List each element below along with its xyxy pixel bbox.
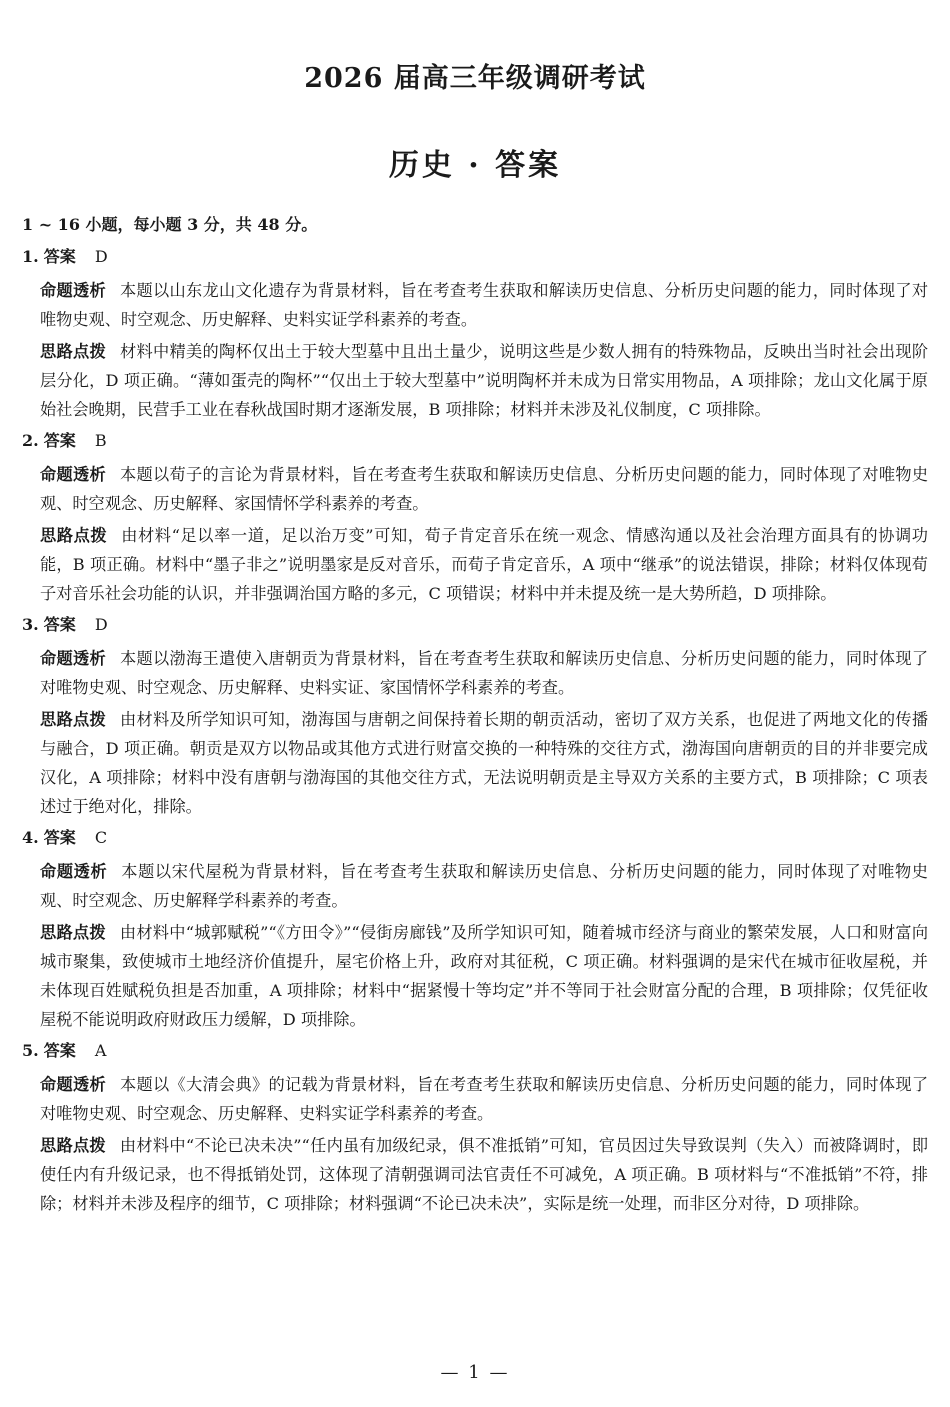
analysis-text: 本题以《大清会典》的记载为背景材料，旨在考查考生获取和解读历史信息、分析历史问题的能力，同时体现了对唯物史观、时空观念、历史解释、史料实证学科素养的考查。 bbox=[40, 1075, 929, 1123]
analysis-paragraph bbox=[40, 644, 928, 702]
answer-line bbox=[22, 825, 928, 851]
approach-text: 材料中精美的陶杯仅出土于较大型墓中且出土量少，说明这些是少数人拥有的特殊物品，反映出当时社会出现阶层分化，D 项正确。“薄如蛋壳的陶杯”“仅出土于较大型墓中”说明陶杯并未成为日常实用物品，A 项排除；龙山文化属于原始社会晚期，民营手工业在春秋战国时期才逐渐发展，B 项排除；材料并未涉及礼仪制度，C 项排除。 bbox=[40, 342, 929, 419]
question-item bbox=[22, 244, 928, 424]
analysis-label: 命题透析 bbox=[40, 862, 108, 881]
answer-line bbox=[22, 428, 928, 454]
answer-letter: B bbox=[94, 431, 107, 450]
answer-label: 答案 bbox=[43, 828, 76, 847]
approach-paragraph bbox=[40, 521, 928, 608]
answer-letter: C bbox=[94, 828, 108, 847]
answer-content bbox=[22, 212, 928, 1222]
exam-title: 2026 届高三年级调研考试 bbox=[304, 63, 646, 94]
analysis-paragraph bbox=[40, 857, 928, 915]
analysis-paragraph bbox=[40, 460, 928, 518]
approach-label: 思路点拨 bbox=[40, 710, 106, 729]
approach-text: 由材料中“不论已决未决”“任内虽有加级纪录，俱不准抵销”可知，官员因过失导致误判（失入）而被降调时，即使任内有升级记录，也不得抵销处罚，这体现了清朝强调司法官责任不可减免，A 项正确。B 项材料与“不准抵销”不符，排除；材料并未涉及程序的细节，C 项排除；材料强调“不论已决未决”，实际是统一处理，而非区分对待，D 项排除。 bbox=[40, 1136, 929, 1213]
approach-paragraph bbox=[40, 337, 928, 424]
question-item bbox=[22, 612, 928, 821]
answer-label: 答案 bbox=[43, 247, 76, 266]
approach-label: 思路点拨 bbox=[40, 526, 108, 545]
answer-line bbox=[22, 244, 928, 270]
question-item bbox=[22, 825, 928, 1034]
subject-title: 历史 · 答案 bbox=[388, 148, 562, 183]
analysis-text: 本题以宋代屋税为背景材料，旨在考查考生获取和解读历史信息、分析历史问题的能力，同时体现了对唯物史观、时空观念、历史解释学科素养的考查。 bbox=[40, 862, 928, 910]
analysis-label: 命题透析 bbox=[40, 465, 106, 484]
approach-text: 由材料及所学知识可知，渤海国与唐朝之间保持着长期的朝贡活动，密切了双方关系，也促进了两地文化的传播与融合，D 项正确。朝贡是双方以物品或其他方式进行财富交换的一种特殊的交往方式，渤海国向唐朝贡的目的并非要完成汉化，A 项排除；材料中没有唐朝与渤海国的其他交往方式，无法说明朝贡是主导双方关系的主要方式，B 项排除；C 项表述过于绝对化，排除。 bbox=[40, 710, 929, 816]
approach-paragraph bbox=[40, 1131, 928, 1218]
approach-paragraph bbox=[40, 918, 928, 1034]
question-item bbox=[22, 428, 928, 608]
question-list bbox=[22, 244, 928, 1218]
page-number: — 1 — bbox=[440, 1362, 510, 1383]
approach-text: 由材料“足以率一道，足以治万变”可知，荀子肯定音乐在统一观念、情感沟通以及社会治理方面具有的协调功能，B 项正确。材料中“墨子非之”说明墨家是反对音乐，而荀子肯定音乐，A 项中“继承”的说法错误，排除；材料仅体现荀子对音乐社会功能的认识，并非强调治国方略的多元，C 项错误；材料中并未提及统一是大势所趋，D 项排除。 bbox=[40, 526, 928, 603]
approach-label: 思路点拨 bbox=[40, 342, 106, 361]
analysis-text: 本题以渤海王遣使入唐朝贡为背景材料，旨在考查考生获取和解读历史信息、分析历史问题的能力，同时体现了对唯物史观、时空观念、历史解释、史料实证、家国情怀学科素养的考查。 bbox=[40, 649, 929, 697]
answer-line bbox=[22, 1038, 928, 1064]
question-number: 5. bbox=[22, 1041, 39, 1060]
question-number: 3. bbox=[22, 615, 39, 634]
approach-text: 由材料中“城郭赋税”“《方田令》”“侵街房廊钱”及所学知识可知，随着城市经济与商业的繁荣发展，人口和财富向城市聚集，致使城市土地经济价值提升，屋宅价格上升，政府对其征税，C 项正确。材料强调的是宋代在城市征收屋税，并未体现百姓赋税负担是否加重，A 项排除；材料中“据紧慢十等均定”并不等同于社会财富分配的合理，B 项排除；仅凭征收屋税不能说明政府财政压力缓解，D 项排除。 bbox=[40, 923, 929, 1029]
answer-letter: D bbox=[94, 247, 108, 266]
question-number: 1. bbox=[22, 247, 39, 266]
question-item bbox=[22, 1038, 928, 1218]
analysis-text: 本题以荀子的言论为背景材料，旨在考查考生获取和解读历史信息、分析历史问题的能力，同时体现了对唯物史观、时空观念、历史解释、家国情怀学科素养的考查。 bbox=[40, 465, 929, 513]
approach-label: 思路点拨 bbox=[40, 1136, 106, 1155]
answer-letter: A bbox=[94, 1041, 107, 1060]
analysis-label: 命题透析 bbox=[40, 281, 106, 300]
analysis-paragraph bbox=[40, 1070, 928, 1128]
answer-letter: D bbox=[94, 615, 108, 634]
answer-label: 答案 bbox=[43, 1041, 76, 1060]
answer-label: 答案 bbox=[43, 615, 76, 634]
approach-paragraph bbox=[40, 705, 928, 821]
approach-label: 思路点拨 bbox=[40, 923, 106, 942]
scoring-intro: 1 ~ 16 小题，每小题 3 分，共 48 分。 bbox=[22, 215, 318, 234]
analysis-text: 本题以山东龙山文化遗存为背景材料，旨在考查考生获取和解读历史信息、分析历史问题的能力，同时体现了对唯物史观、时空观念、历史解释、史料实证学科素养的考查。 bbox=[40, 281, 929, 329]
answer-line bbox=[22, 612, 928, 638]
analysis-label: 命题透析 bbox=[40, 1075, 106, 1094]
analysis-paragraph bbox=[40, 276, 928, 334]
question-number: 4. bbox=[22, 828, 39, 847]
analysis-label: 命题透析 bbox=[40, 649, 106, 668]
answer-label: 答案 bbox=[43, 431, 76, 450]
question-number: 2. bbox=[22, 431, 39, 450]
